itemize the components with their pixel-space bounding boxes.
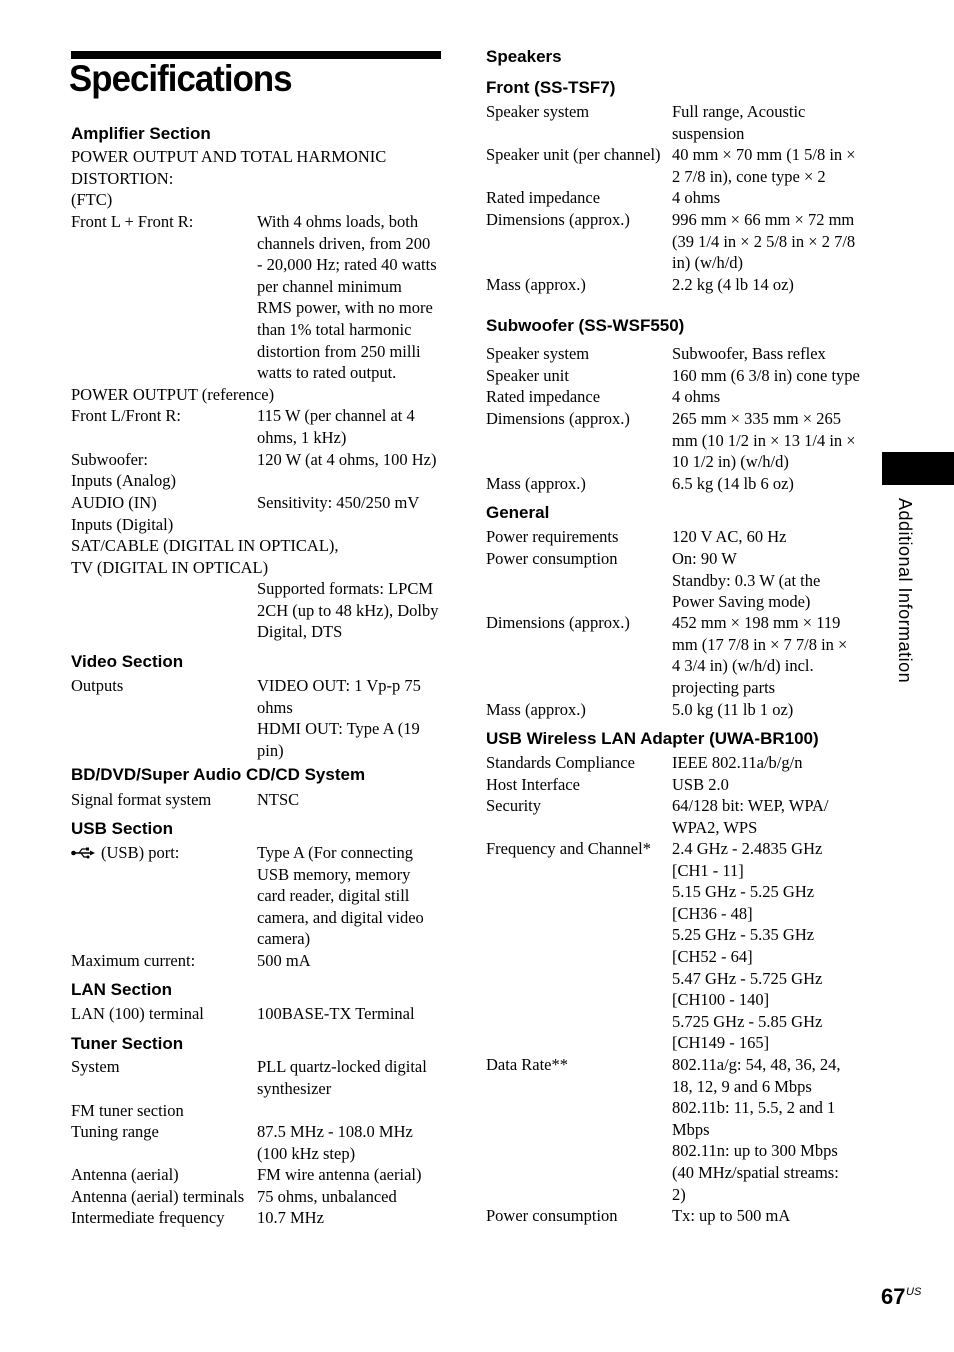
subwoofer-value: 120 W (at 4 ohms, 100 Hz) <box>257 450 437 469</box>
max-current-value: 500 mA <box>257 951 311 970</box>
value-line: SAT/CABLE (DIGITAL IN OPTICAL), <box>71 536 339 555</box>
front-speaker-heading: Front (SS-TSF7) <box>486 78 616 97</box>
digital-inputs-list <box>71 535 339 578</box>
value-line: Mbps <box>672 1119 710 1139</box>
value-line: Power Saving mode) <box>672 592 811 612</box>
front-lr-label: Front L + Front R: <box>71 212 194 231</box>
front-impedance-value: 4 ohms <box>672 188 721 207</box>
value-line: On: 90 W <box>672 549 737 568</box>
intro-line: DISTORTION: <box>71 168 174 188</box>
value-line: - 20,000 Hz; rated 40 watts <box>257 255 437 275</box>
general-mass-label: Mass (approx.) <box>486 700 586 719</box>
power-requirements-value: 120 V AC, 60 Hz <box>672 527 787 546</box>
general-dimensions-label: Dimensions (approx.) <box>486 613 630 632</box>
max-current-label: Maximum current: <box>71 951 196 970</box>
antenna-value: FM wire antenna (aerial) <box>257 1165 422 1184</box>
intro-line: (FTC) <box>71 190 113 210</box>
value-line: 5.15 GHz - 5.25 GHz <box>672 882 815 902</box>
subwoofer-label: Subwoofer: <box>71 450 148 469</box>
value-line: [CH1 - 11] <box>672 860 744 880</box>
front-dimensions-value <box>672 209 855 274</box>
system-value <box>257 1056 427 1099</box>
value-line: HDMI OUT: Type A (19 <box>257 719 420 739</box>
amplifier-intro <box>71 146 386 211</box>
value-line: [CH149 - 165] <box>672 1033 770 1053</box>
value-line: Standby: 0.3 W (at the <box>672 570 821 590</box>
power-requirements-label: Power requirements <box>486 527 619 546</box>
front-mass-value: 2.2 kg (4 lb 14 oz) <box>672 275 794 294</box>
front-system-value <box>672 101 805 144</box>
tuner-heading: Tuner Section <box>71 1034 184 1053</box>
fm-tuner-heading: FM tuner section <box>71 1101 184 1120</box>
sub-mass-label: Mass (approx.) <box>486 474 586 493</box>
value-line: 10 1/2 in) (w/h/d) <box>672 452 789 472</box>
value-line: in) (w/h/d) <box>672 253 744 273</box>
value-line: With 4 ohms loads, both <box>257 212 419 231</box>
general-dimensions-value <box>672 612 847 698</box>
value-line: 2CH (up to 48 kHz), Dolby <box>257 600 439 620</box>
usb-port-label: (USB) port: <box>101 843 180 862</box>
sub-impedance-label: Rated impedance <box>486 387 601 406</box>
data-rate-label: Data Rate** <box>486 1055 569 1074</box>
value-line: VIDEO OUT: 1 Vp-p 75 <box>257 676 421 695</box>
data-rate-value <box>672 1054 841 1205</box>
value-line: camera, and digital video <box>257 907 424 927</box>
audio-in-value: Sensitivity: 450/250 mV <box>257 493 420 512</box>
value-line: 18, 12, 9 and 6 Mbps <box>672 1076 812 1096</box>
wlan-power-label: Power consumption <box>486 1206 618 1225</box>
value-line: (100 kHz step) <box>257 1143 356 1163</box>
value-line: [CH36 - 48] <box>672 903 753 923</box>
value-line: 5.47 GHz - 5.725 GHz <box>672 968 823 988</box>
security-label: Security <box>486 796 541 815</box>
sub-unit-label: Speaker unit <box>486 366 569 385</box>
subwoofer-heading: Subwoofer (SS-WSF550) <box>486 316 685 335</box>
antenna-terminals-label: Antenna (aerial) terminals <box>71 1187 245 1206</box>
intermediate-frequency-label: Intermediate frequency <box>71 1208 225 1227</box>
value-line: (40 MHz/spatial streams: <box>672 1162 839 1182</box>
amplifier-heading: Amplifier Section <box>71 124 211 143</box>
value-line: 452 mm × 198 mm × 119 <box>672 613 841 632</box>
value-line: [CH100 - 140] <box>672 990 770 1010</box>
standards-label: Standards Compliance <box>486 753 635 772</box>
signal-format-label: Signal format system <box>71 790 212 809</box>
outputs-value <box>257 675 421 761</box>
value-line: 64/128 bit: WEP, WPA/ <box>672 796 829 815</box>
value-line: 87.5 MHz - 108.0 MHz <box>257 1122 413 1141</box>
front-unit-label: Speaker unit (per channel) <box>486 145 661 164</box>
value-line: 2 7/8 in), cone type × 2 <box>672 166 826 186</box>
value-line: 2) <box>672 1184 686 1204</box>
supported-formats-value <box>257 578 438 643</box>
speakers-heading: Speakers <box>486 47 562 66</box>
sub-dimensions-label: Dimensions (approx.) <box>486 409 630 428</box>
wlan-heading: USB Wireless LAN Adapter (UWA-BR100) <box>486 729 819 748</box>
sub-impedance-value: 4 ohms <box>672 387 721 406</box>
sub-system-value: Subwoofer, Bass reflex <box>672 344 826 363</box>
value-line: 4 3/4 in) (w/h/d) incl. <box>672 656 814 676</box>
sub-system-label: Speaker system <box>486 344 590 363</box>
value-line: projecting parts <box>672 677 776 697</box>
value-line: PLL quartz-locked digital <box>257 1057 427 1076</box>
general-heading: General <box>486 503 550 522</box>
front-unit-value <box>672 144 856 187</box>
ref-front-value <box>257 405 415 448</box>
value-line: WPA2, WPS <box>672 817 758 837</box>
signal-format-value: NTSC <box>257 790 300 809</box>
value-line: 265 mm × 335 mm × 265 <box>672 409 841 428</box>
bd-heading: BD/DVD/Super Audio CD/CD System <box>71 765 366 784</box>
host-interface-label: Host Interface <box>486 775 580 794</box>
value-line: Type A (For connecting <box>257 843 414 862</box>
power-ref-heading: POWER OUTPUT (reference) <box>71 385 275 404</box>
value-line: (39 1/4 in × 2 5/8 in × 2 7/8 <box>672 231 856 251</box>
value-line: suspension <box>672 123 745 143</box>
value-line: camera) <box>257 929 311 949</box>
lan-heading: LAN Section <box>71 980 173 999</box>
value-line: [CH52 - 64] <box>672 946 753 966</box>
value-line: per channel minimum <box>257 276 402 296</box>
video-heading: Video Section <box>71 652 184 671</box>
sub-mass-value: 6.5 kg (14 lb 6 oz) <box>672 474 794 493</box>
security-value <box>672 795 828 838</box>
value-line: ohms <box>257 697 293 717</box>
wlan-power-value: Tx: up to 500 mA <box>672 1206 791 1225</box>
value-line: mm (17 7/8 in × 7 7/8 in × <box>672 634 848 654</box>
value-line: distortion from 250 milli <box>257 341 421 361</box>
inputs-digital-heading: Inputs (Digital) <box>71 515 174 534</box>
antenna-terminals-value: 75 ohms, unbalanced <box>257 1187 397 1206</box>
frequency-label: Frequency and Channel* <box>486 839 651 858</box>
intro-line: POWER OUTPUT AND TOTAL HARMONIC <box>71 147 387 166</box>
inputs-analog-heading: Inputs (Analog) <box>71 471 176 490</box>
system-label: System <box>71 1057 120 1076</box>
front-system-label: Speaker system <box>486 102 590 121</box>
value-line: 5.25 GHz - 5.35 GHz <box>672 925 815 945</box>
lan-terminal-label: LAN (100) terminal <box>71 1004 204 1023</box>
value-line: Full range, Acoustic <box>672 102 806 121</box>
value-line: 802.11a/g: 54, 48, 36, 24, <box>672 1055 841 1074</box>
lan-terminal-value: 100BASE-TX Terminal <box>257 1004 415 1023</box>
audio-in-label: AUDIO (IN) <box>71 493 157 512</box>
frequency-value <box>672 838 822 1054</box>
front-lr-value <box>257 211 437 384</box>
intermediate-frequency-value: 10.7 MHz <box>257 1208 324 1227</box>
tuning-range-value <box>257 1121 413 1164</box>
page-number: 67 <box>881 1284 906 1309</box>
value-line: USB memory, memory <box>257 864 411 884</box>
value-line: 996 mm × 66 mm × 72 mm <box>672 210 855 229</box>
value-line: 5.725 GHz - 5.85 GHz <box>672 1011 823 1031</box>
value-line: synthesizer <box>257 1078 332 1098</box>
value-line: RMS power, with no more <box>257 298 433 318</box>
usb-port-value <box>257 842 424 950</box>
power-consumption-label: Power consumption <box>486 549 618 568</box>
side-tab-marker <box>882 452 954 485</box>
value-line: pin) <box>257 740 284 760</box>
value-line: 2.4 GHz - 2.4835 GHz <box>672 839 823 858</box>
front-dimensions-label: Dimensions (approx.) <box>486 210 630 229</box>
usb-icon <box>71 847 95 859</box>
sub-unit-value: 160 mm (6 3/8 in) cone type <box>672 366 860 385</box>
value-line: watts to rated output. <box>257 363 397 383</box>
usb-heading: USB Section <box>71 819 174 838</box>
antenna-label: Antenna (aerial) <box>71 1165 179 1184</box>
page-title: Specifications <box>69 58 292 99</box>
value-line: Supported formats: LPCM <box>257 579 433 598</box>
front-mass-label: Mass (approx.) <box>486 275 586 294</box>
power-consumption-value <box>672 548 820 613</box>
tuning-range-label: Tuning range <box>71 1122 159 1141</box>
sub-dimensions-value <box>672 408 856 473</box>
value-line: card reader, digital still <box>257 886 410 906</box>
standards-value: IEEE 802.11a/b/g/n <box>672 753 803 772</box>
general-mass-value: 5.0 kg (11 lb 1 oz) <box>672 700 794 719</box>
value-line: 802.11n: up to 300 Mbps <box>672 1141 838 1161</box>
usb-port-label-row <box>71 842 179 864</box>
outputs-label: Outputs <box>71 676 124 695</box>
value-line: 115 W (per channel at 4 <box>257 406 415 425</box>
side-section-label: Additional Information <box>895 498 915 684</box>
page-region-suffix: US <box>906 1286 922 1298</box>
front-impedance-label: Rated impedance <box>486 188 601 207</box>
value-line: channels driven, from 200 <box>257 233 431 253</box>
value-line: 802.11b: 11, 5.5, 2 and 1 <box>672 1098 836 1118</box>
value-line: 40 mm × 70 mm (1 5/8 in × <box>672 145 856 164</box>
ref-front-label: Front L/Front R: <box>71 406 182 425</box>
value-line: than 1% total harmonic <box>257 319 412 339</box>
value-line: Digital, DTS <box>257 622 343 642</box>
host-interface-value: USB 2.0 <box>672 775 729 794</box>
value-line: TV (DIGITAL IN OPTICAL) <box>71 557 269 577</box>
value-line: mm (10 1/2 in × 13 1/4 in × <box>672 430 856 450</box>
value-line: ohms, 1 kHz) <box>257 427 347 447</box>
